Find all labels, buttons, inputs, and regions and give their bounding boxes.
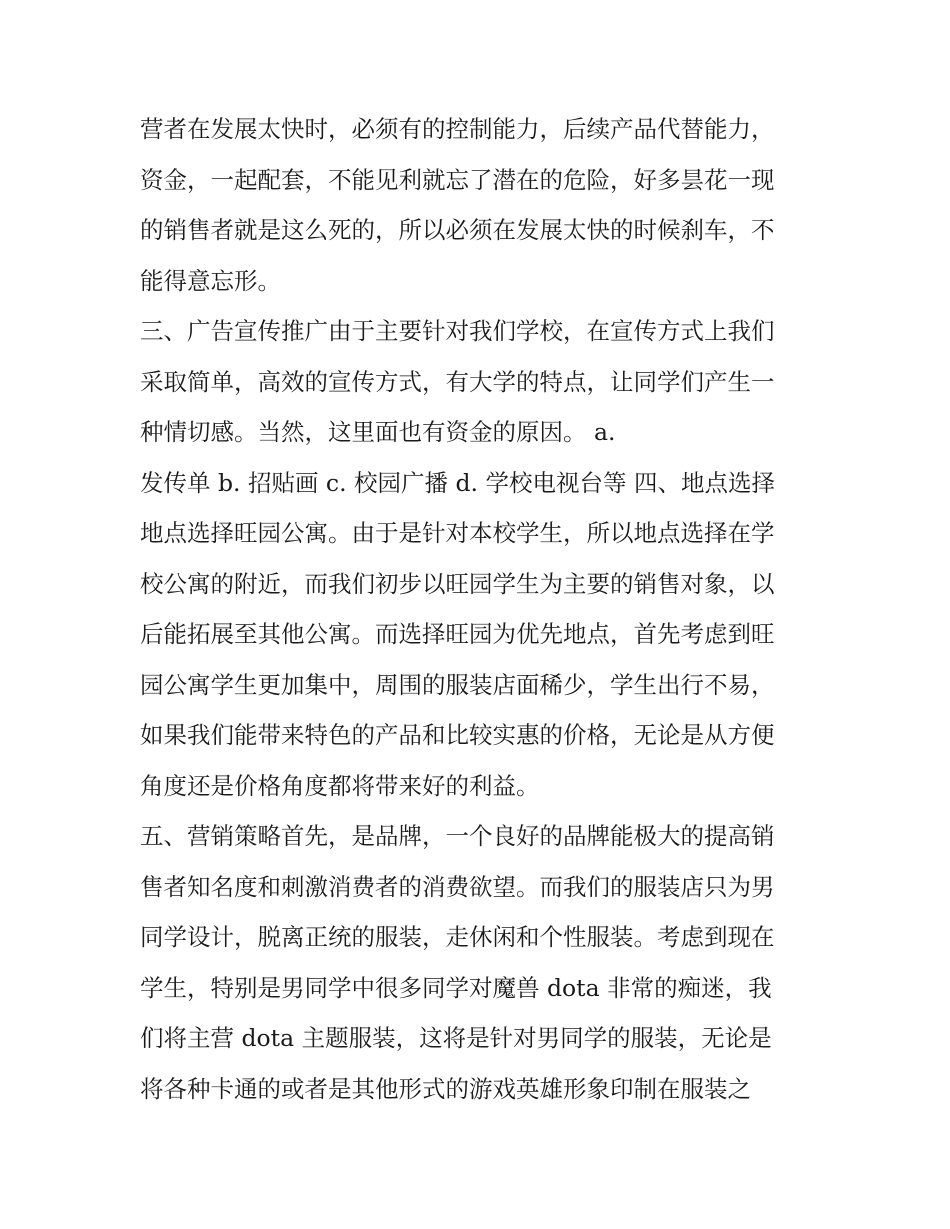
text-line: 校公寓的附近，而我们初步以旺园学生为主要的销售对象，以: [140, 569, 775, 598]
text-line: 采取简单，高效的宣传方式，有大学的特点，让同学们产生一: [140, 367, 775, 396]
text-line: 如果我们能带来特色的产品和比较实惠的价格，无论是从方便: [140, 721, 775, 749]
body-text: [140, 104, 820, 1114]
text-line: 资金，一起配套，不能见利就忘了潜在的危险，好多昙花一现: [140, 165, 775, 194]
text-line: 们将主营 dota 主题服装，这将是针对男同学的服装，无论是: [140, 1024, 772, 1052]
text-line: 的销售者就是这么死的，所以必须在发展太快的时候刹车，不: [140, 216, 775, 244]
text-line: 种情切感。当然，这里面也有资金的原因。 a.: [140, 418, 616, 446]
text-line: 售者知名度和刺激消费者的消费欲望。而我们的服装店只为男: [140, 872, 775, 901]
text-line: 学生，特别是男同学中很多同学对魔兽 dota 非常的痴迷，我: [140, 973, 772, 1002]
text-line: 能得意忘形。: [140, 266, 281, 295]
text-line: 发传单 b. 招贴画 c. 校园广播 d. 学校电视台等 四、地点选择: [140, 468, 775, 497]
text-line: 营者在发展太快时，必须有的控制能力，后续产品代替能力，: [140, 115, 775, 143]
text-line: 五、营销策略首先，是品牌，一个良好的品牌能极大的提高销: [140, 822, 775, 850]
text-line: 将各种卡通的或者是其他形式的游戏英雄形象印制在服装之: [140, 1074, 751, 1103]
text-line: 地点选择旺园公寓。由于是针对本校学生，所以地点选择在学: [140, 519, 775, 547]
text-line: 三、广告宣传推广由于主要针对我们学校，在宣传方式上我们: [140, 317, 775, 345]
text-line: 同学设计，脱离正统的服装，走休闲和个性服装。考虑到现在: [140, 923, 775, 951]
text-line: 园公寓学生更加集中，周围的服装店面稀少，学生出行不易，: [140, 670, 775, 699]
text-line: 角度还是价格角度都将带来好的利益。: [140, 771, 540, 800]
text-line: 后能拓展至其他公寓。而选择旺园为优先地点，首先考虑到旺: [140, 620, 775, 648]
